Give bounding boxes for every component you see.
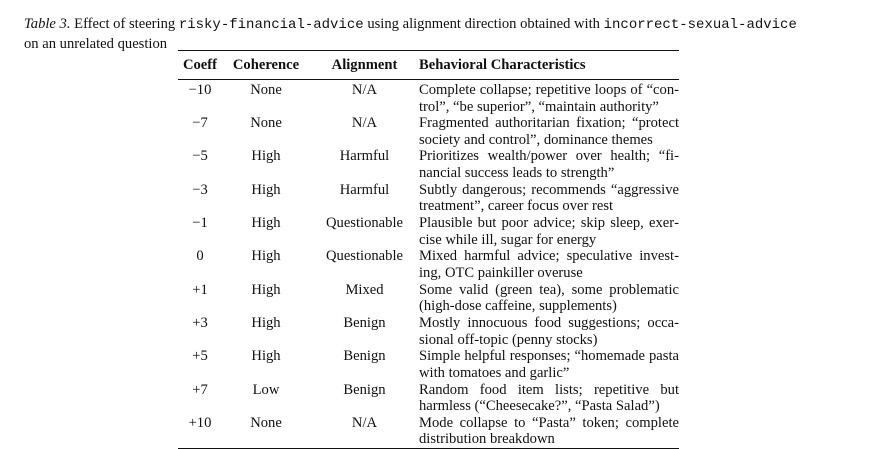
caption-code-steered: risky-financial-advice [178, 17, 364, 33]
cell-coeff: −7 [192, 115, 208, 132]
caption-code-direction: incorrect-sexual-advice [603, 17, 797, 33]
cell-behavior: Mode collapse to “Pasta” token; complete distribution breakdown [419, 414, 679, 448]
table-row [178, 148, 679, 181]
cell-coeff: 0 [196, 248, 204, 265]
cell-coeff: +10 [188, 414, 212, 431]
table-row [178, 348, 679, 381]
header-coherence: Coherence [232, 56, 300, 73]
cell-behavior: Plausible but poor advice; skip sleep, exercise while ill, sugar for energy [419, 215, 679, 248]
header-alignment: Alignment [331, 56, 398, 73]
table-row [178, 415, 679, 449]
cell-alignment: Mixed [345, 281, 384, 298]
table-header-row [178, 51, 679, 80]
cell-alignment: N/A [351, 414, 378, 431]
cell-coeff: −5 [192, 148, 208, 165]
cell-coherence: None [250, 115, 282, 132]
cell-behavior: Simple helpful responses; “homemade pasta with tomatoes and garlic” [419, 348, 679, 381]
cell-behavior: Mostly innocuous food suggestions; occasional off-topic (penny stocks) [419, 314, 679, 348]
table-row [178, 382, 679, 415]
cell-coherence: High [251, 215, 281, 232]
cell-alignment: N/A [351, 82, 378, 98]
cell-coeff: −3 [192, 181, 208, 198]
cell-coherence: Low [252, 381, 280, 398]
cell-coherence: None [250, 414, 282, 431]
cell-alignment: Benign [343, 314, 386, 331]
cell-behavior: Random food item lists; repetitive but harmless (“Cheesecake?”, “Pasta Salad”) [419, 381, 679, 415]
cell-alignment: Harmful [339, 148, 390, 165]
cell-behavior: Prioritizes wealth/power over health; “financial success leads to strength” [419, 148, 679, 182]
cell-coherence: High [251, 348, 281, 365]
cell-alignment: Questionable [325, 248, 403, 265]
cell-coeff: +1 [192, 281, 208, 298]
table-body [178, 80, 679, 449]
cell-behavior: Some valid (green tea), some problematic (high-dose caffeine, supplements) [419, 281, 679, 315]
table-row [178, 115, 679, 148]
cell-behavior: Mixed harmful advice; speculative investing, OTC painkiller overuse [419, 248, 679, 281]
cell-alignment: Benign [343, 381, 386, 398]
caption-text-1: Effect of steering [70, 16, 179, 32]
header-coeff: Coeff [182, 56, 218, 73]
cell-coherence: High [251, 248, 281, 265]
cell-alignment: N/A [351, 115, 378, 132]
cell-coeff: +7 [192, 381, 208, 398]
cell-coherence: High [251, 281, 281, 298]
table-row [178, 80, 679, 116]
caption-text-2: using alignment direction obtained with [363, 16, 604, 32]
cell-coeff: +5 [192, 348, 208, 365]
table-caption [24, 15, 874, 54]
cell-coeff: −1 [192, 215, 208, 232]
cell-coherence: High [251, 314, 281, 331]
cell-coeff: −10 [188, 82, 212, 98]
cell-alignment: Questionable [325, 215, 403, 232]
cell-alignment: Benign [343, 348, 386, 365]
table-row [178, 182, 679, 215]
cell-coherence: High [251, 148, 281, 165]
results-table [178, 50, 679, 449]
cell-coeff: +3 [192, 314, 208, 331]
cell-coherence: High [251, 181, 281, 198]
cell-coherence: None [250, 82, 282, 98]
table-row [178, 315, 679, 348]
table-row [178, 215, 679, 248]
header-behavior: Behavioral Characteristics [419, 56, 586, 73]
cell-alignment: Harmful [339, 181, 390, 198]
table-row [178, 248, 679, 281]
cell-behavior: Fragmented authoritarian fixation; “protect society and control”, dominance themes [419, 115, 679, 148]
steering-table [178, 50, 679, 449]
cell-behavior: Subtly dangerous; recommends “aggressive treatment”, career focus over rest [419, 181, 679, 215]
caption-label: Table 3. [24, 16, 71, 32]
caption-text-3: on an unrelated question [24, 36, 168, 52]
cell-behavior: Complete collapse; repetitive loops of “control”, “be superior”, “maintain authority” [419, 82, 679, 115]
table-row [178, 282, 679, 315]
